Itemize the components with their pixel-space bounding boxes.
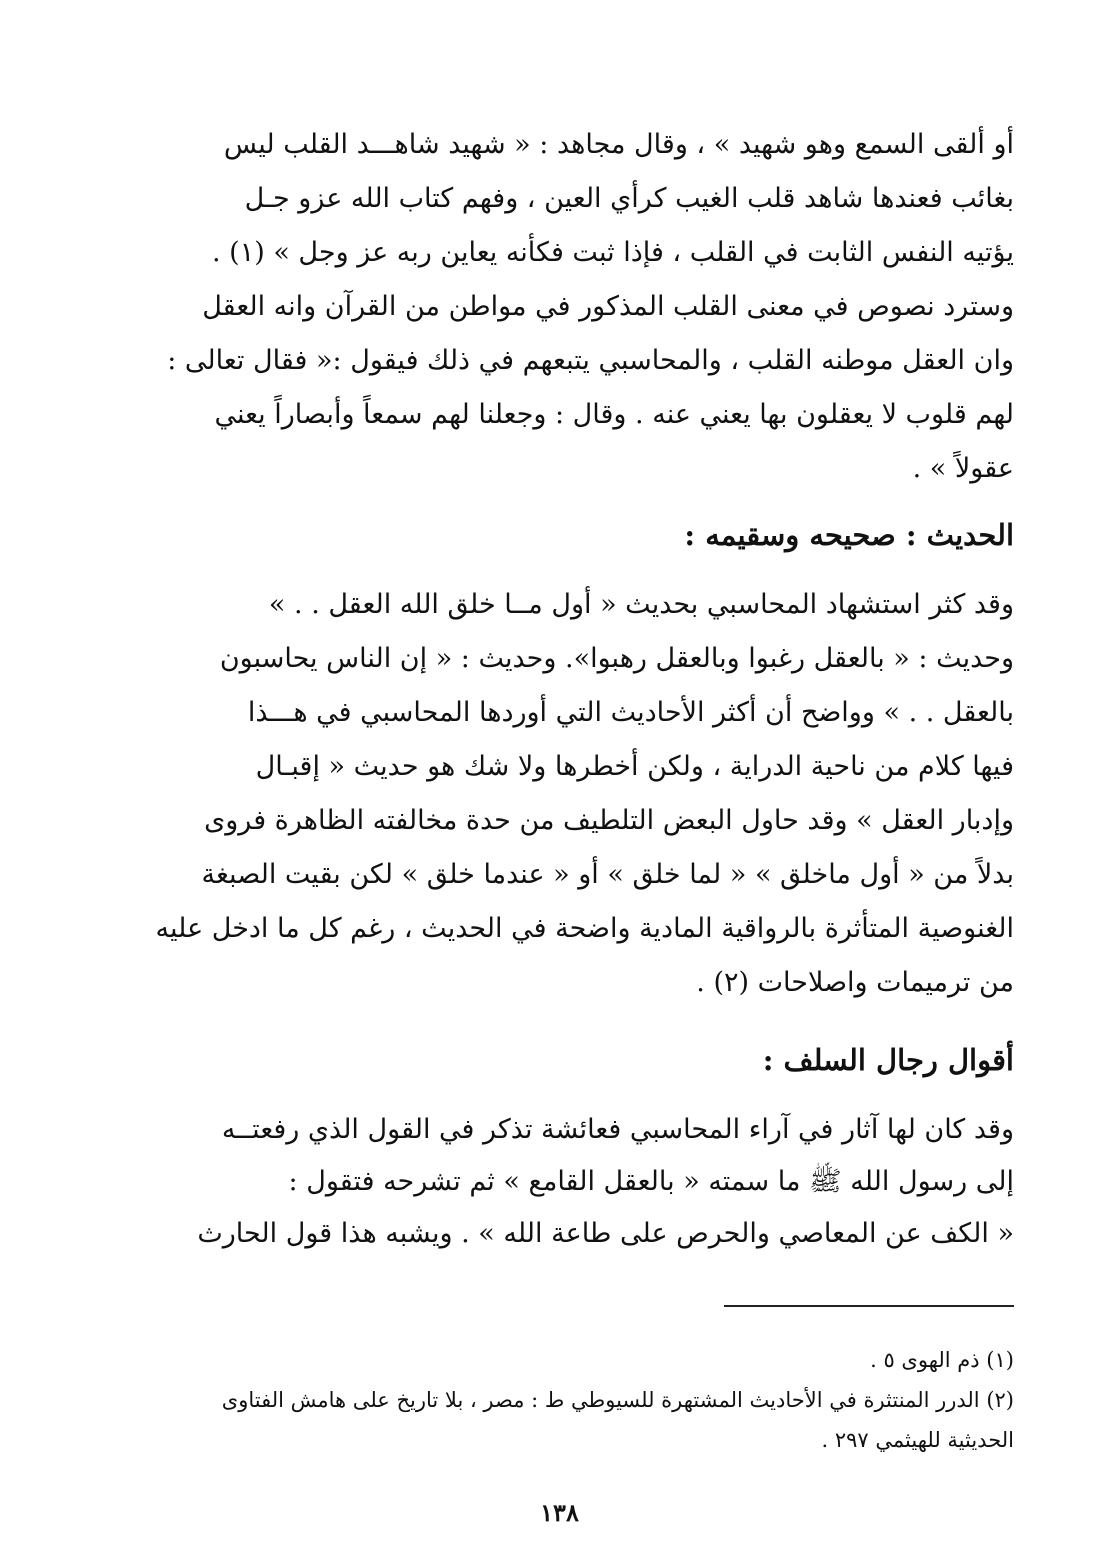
text-line: وقد كان لها آثار في آراء المحاسبي فعائشة تذكر في القول الذي رفعتــه bbox=[221, 1114, 1014, 1145]
text-line: وحديث : « بالعقل رغبوا وبالعقل رهبوا». وحديث : « إن الناس يحاسبون bbox=[219, 643, 1014, 674]
text-line: الغنوصية المتأثرة بالرواقية المادية واضحة في الحديث ، رغم كل ما ادخل عليه bbox=[155, 913, 1014, 944]
text-line: إلى رسول الله ﷺ ما سمته « بالعقل القامع » ثم تشرحه فتقول : bbox=[288, 1166, 1014, 1197]
footnote-2-continued: الحديثية للهيثمي ٢٩٧ . bbox=[821, 1428, 1014, 1452]
page-number: ١٣٨ bbox=[540, 1498, 579, 1527]
paragraph-3 bbox=[104, 578, 1014, 1010]
text-line: لهم قلوب لا يعقلون بها يعني عنه . وقال : وجعلنا لهم سمعاً وأبصاراً يعني bbox=[214, 399, 1014, 430]
text-line: أو ألقى السمع وهو شهيد » ، وقال مجاهد : « شهيد شاهـــد القلب ليس bbox=[223, 129, 1014, 160]
text-line: من ترميمات واصلاحات (٢) . bbox=[696, 967, 1014, 998]
text-line: وإدبار العقل » وقد حاول البعض التلطيف من حدة مخالفته الظاهرة فروى bbox=[204, 805, 1014, 836]
text-line: « الكف عن المعاصي والحرص على طاعة الله » . ويشبه هذا قول الحارث bbox=[197, 1218, 1014, 1249]
paragraph-1 bbox=[104, 118, 1014, 280]
text-line: وقد كثر استشهاد المحاسبي بحديث « أول مــا خلق الله العقل . . » bbox=[268, 589, 1014, 620]
text-line: فيها كلام من ناحية الدراية ، ولكن أخطرها ولا شك هو حديث « إقبـال bbox=[255, 751, 1014, 782]
section-heading-hadith: الحديث : صحيحه وسقيمه : bbox=[684, 518, 1014, 552]
section-heading-salaf: أقوال رجال السلف : bbox=[762, 1043, 1014, 1077]
text-line: بغائب فعندها شاهد قلب الغيب كرأي العين ، وفهم كتاب الله عزو جـل bbox=[244, 183, 1014, 214]
paragraph-2 bbox=[104, 280, 1014, 496]
text-line: يؤتيه النفس الثابت في القلب ، فإذا ثبت فكأنه يعاين ربه عز وجل » (١) . bbox=[212, 237, 1014, 268]
text-line: عقولاً » . bbox=[912, 453, 1014, 484]
text-line: وسترد نصوص في معنى القلب المذكور في مواطن من القرآن وانه العقل bbox=[202, 291, 1014, 322]
text-line: بالعقل . . » وواضح أن أكثر الأحاديث التي أوردها المحاسبي في هـــذا bbox=[247, 697, 1014, 728]
text-line: وان العقل موطنه القلب ، والمحاسبي يتبعهم في ذلك فيقول :« فقال تعالى : bbox=[167, 345, 1014, 376]
paragraph-4 bbox=[104, 1104, 1014, 1260]
footnote-divider bbox=[724, 1305, 1014, 1307]
footnote-2: (٢) الدرر المنتثرة في الأحاديث المشتهرة للسيوطي ط : مصر ، بلا تاريخ على هامش الفتاوى bbox=[221, 1388, 1014, 1412]
footnote-1: (١) ذم الهوى ٥ . bbox=[870, 1348, 1014, 1372]
text-line: بدلاً من « أول ماخلق » « لما خلق » أو « عندما خلق » لكن بقيت الصبغة bbox=[201, 859, 1014, 890]
footnotes bbox=[104, 1340, 1014, 1460]
